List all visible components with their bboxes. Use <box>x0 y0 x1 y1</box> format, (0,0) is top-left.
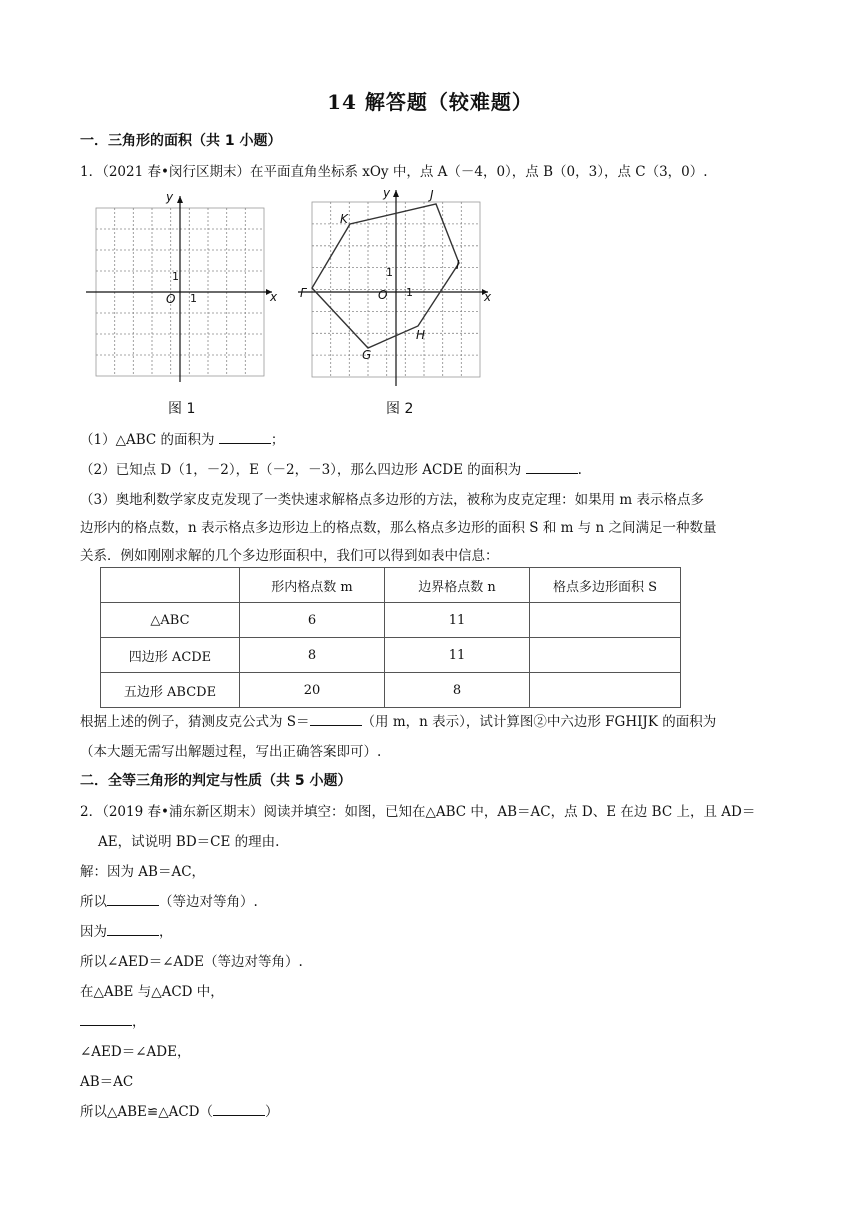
q2-line-3-suffix: ， <box>159 924 173 940</box>
q2-line-5: 在△ABE 与△ACD 中， <box>80 984 224 1000</box>
section-heading-2: 二．全等三角形的判定与性质（共 5 小题） <box>80 773 352 789</box>
table-row <box>101 673 681 708</box>
table-row <box>101 603 681 638</box>
table-cell: 11 <box>385 603 530 638</box>
table-cell: 6 <box>240 603 385 638</box>
fig1-origin-label: O <box>166 292 176 306</box>
vertex-K-label: K <box>340 212 348 226</box>
page-title: 14 解答题（较难题） <box>327 90 533 114</box>
q1-part2-text: （2）已知点 D（1，－2），E（－2，－3），那么四边形 ACDE 的面积为 <box>80 462 522 478</box>
q2-line-3 <box>80 920 173 940</box>
q2-line-3-prefix: 因为 <box>80 924 107 940</box>
table-cell: 8 <box>240 638 385 673</box>
table-header-cell <box>101 568 240 603</box>
q2-line-9-prefix: 所以△ABE≌△ACD（ <box>80 1104 214 1120</box>
table-header-cell: 格点多边形面积 S <box>530 568 681 603</box>
section-heading-1: 一．三角形的面积（共 1 小题） <box>80 133 282 149</box>
q1-part2 <box>80 458 582 478</box>
figure-2-axes <box>298 190 488 386</box>
table-header-cell: 形内格点数 m <box>240 568 385 603</box>
fig2-y-label: y <box>383 186 391 200</box>
q2-line-8: AB＝AC <box>80 1074 134 1090</box>
q2-line-2 <box>80 890 258 910</box>
fig1-y-one: 1 <box>172 270 179 283</box>
table-cell[interactable] <box>530 673 681 708</box>
q1-formula-suffix: （用 m，n 表示），试计算图②中六边形 FGHIJK 的面积为 <box>361 714 717 730</box>
table-header-cell: 边界格点数 n <box>385 568 530 603</box>
q2-stem-line1: 2．（2019 春•浦东新区期末）阅读并填空：如图，已知在△ABC 中，AB＝AC，点 D、E 在边 BC 上，且 AD＝ <box>80 804 756 820</box>
table-cell: 四边形 ACDE <box>101 638 240 673</box>
q2-line-9 <box>80 1100 279 1120</box>
fig1-x-one: 1 <box>190 292 197 305</box>
vertex-F-label: F <box>300 286 307 300</box>
pick-table <box>100 567 681 708</box>
q1-part2-blank[interactable] <box>526 461 578 474</box>
q2-line-4: 所以∠AED＝∠ADE（等边对等角）. <box>80 954 303 970</box>
fig2-origin-label: O <box>378 288 388 302</box>
fig1-y-label: y <box>166 190 174 204</box>
q2-stem-line2: AE，试说明 BD＝CE 的理由. <box>98 834 280 850</box>
figure-1-axes <box>86 196 272 382</box>
q1-after-table-line2: （本大题无需写出解题过程，写出正确答案即可）. <box>80 744 382 760</box>
q1-part1-blank[interactable] <box>219 431 271 444</box>
fig2-y-one: 1 <box>386 266 393 279</box>
q1-stem: 1．（2021 春•闵行区期末）在平面直角坐标系 xOy 中，点 A（－4，0），点 B（0，3），点 C（3，0）. <box>80 164 708 180</box>
q1-part1-suffix: ； <box>270 432 285 448</box>
table-header-row <box>101 568 681 603</box>
table-row <box>101 638 681 673</box>
table-cell[interactable] <box>530 603 681 638</box>
coordinate-figures <box>86 186 506 418</box>
table-cell: △ABC <box>101 603 240 638</box>
q1-formula-blank[interactable] <box>310 713 362 726</box>
q2-line-3-blank[interactable] <box>107 923 159 936</box>
q2-line-2-prefix: 所以 <box>80 894 107 910</box>
q1-part3-line2: 边形内的格点数，n 表示格点多边形边上的格点数，那么格点多边形的面积 S 和 m 与 n 之间满足一种数量 <box>80 520 717 536</box>
fig1-x-label: x <box>270 290 278 304</box>
fig2-caption: 图 2 <box>386 401 414 417</box>
vertex-G-label: G <box>362 348 372 362</box>
table-cell: 20 <box>240 673 385 708</box>
q1-part1-text: （1）△ABC 的面积为 <box>80 432 215 448</box>
q1-part1 <box>80 428 284 448</box>
q1-formula-prefix: 根据上述的例子，猜测皮克公式为 S＝ <box>80 714 310 730</box>
q2-line-2-blank[interactable] <box>107 893 159 906</box>
table-cell: 8 <box>385 673 530 708</box>
table-cell[interactable] <box>530 638 681 673</box>
figures <box>86 186 506 418</box>
q2-line-9-blank[interactable] <box>213 1103 265 1116</box>
q2-line-9-suffix: ） <box>265 1104 279 1120</box>
q2-line-1: 解：因为 AB＝AC， <box>80 864 206 880</box>
table-cell: 11 <box>385 638 530 673</box>
q1-part2-suffix: . <box>577 462 582 478</box>
q2-line-7: ∠AED＝∠ADE， <box>80 1044 191 1060</box>
q2-line-6-suffix: ， <box>132 1014 146 1030</box>
fig2-x-label: x <box>484 290 492 304</box>
fig1-caption: 图 1 <box>168 401 196 417</box>
table-cell: 五边形 ABCDE <box>101 673 240 708</box>
q2-line-6-blank[interactable] <box>80 1013 132 1026</box>
vertex-J-label: J <box>430 188 434 202</box>
vertex-H-label: H <box>416 328 426 342</box>
vertex-I-label: I <box>456 258 460 272</box>
fig2-x-one: 1 <box>406 286 413 299</box>
q2-line-2-suffix: （等边对等角）. <box>159 894 258 910</box>
q1-part3-line1: （3）奥地利数学家皮克发现了一类快速求解格点多边形的方法，被称为皮克定理：如果用 m 表示格点多 <box>80 492 704 508</box>
q2-line-6 <box>80 1010 146 1030</box>
q1-part3-line3: 关系．例如刚刚求解的几个多边形面积中，我们可以得到如表中信息： <box>80 548 499 564</box>
q1-after-table-line1 <box>80 710 716 730</box>
